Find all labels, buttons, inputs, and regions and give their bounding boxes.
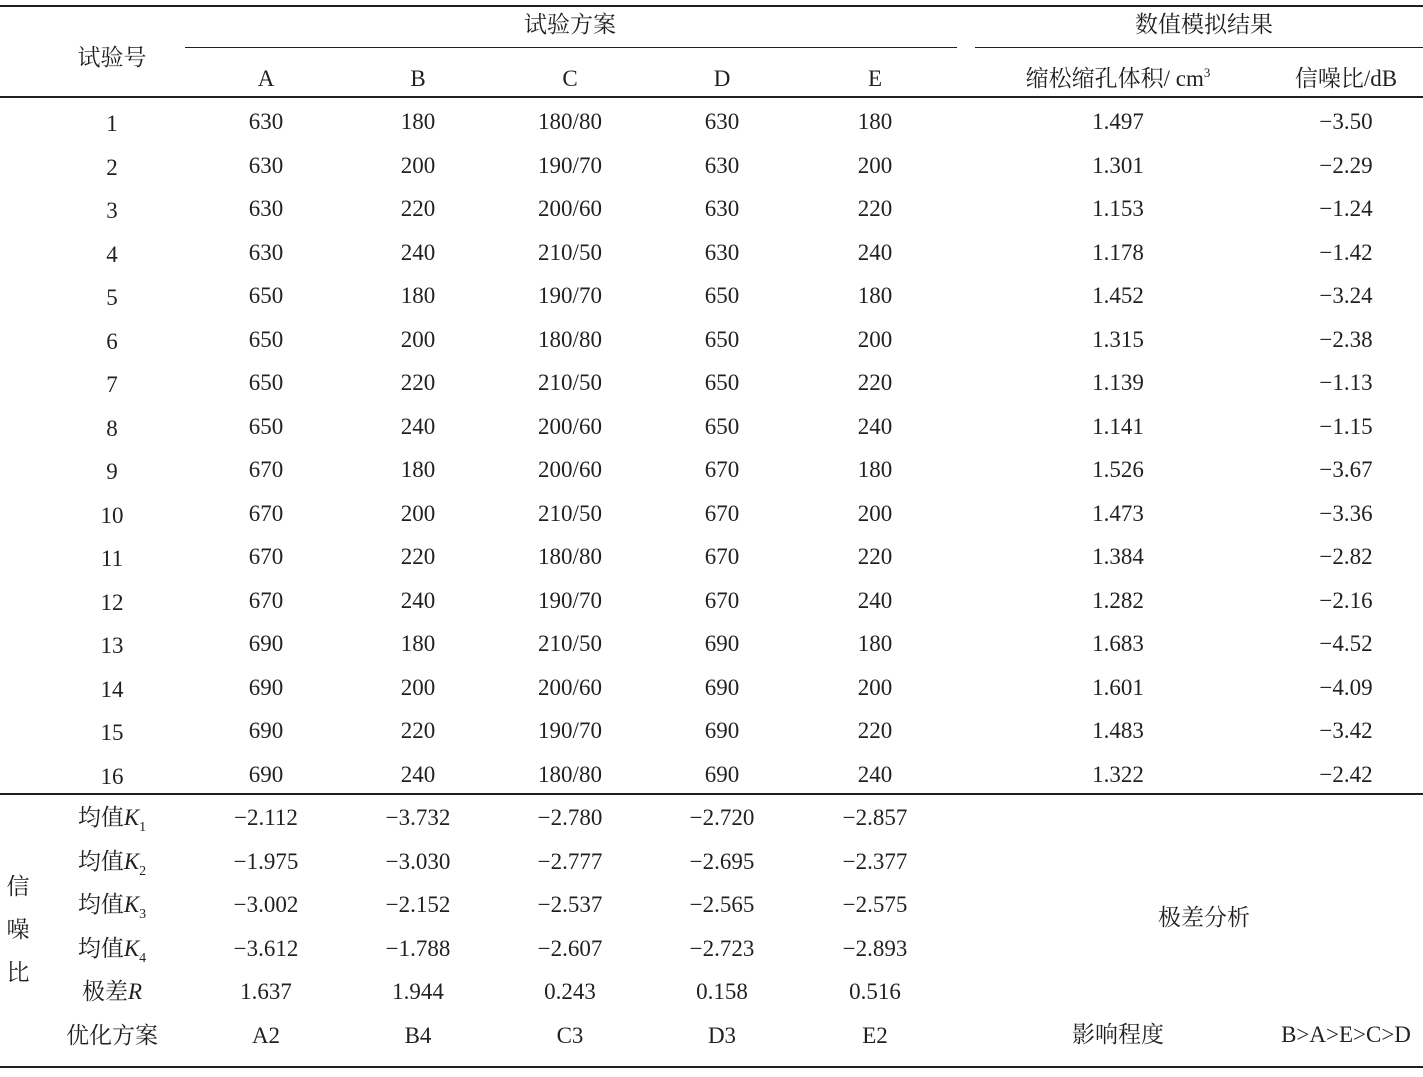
stats-cell: −3.612 [233,935,299,961]
stats-label-sub: 1 [139,820,147,835]
cell-volume: 1.452 [1092,283,1144,308]
stats-label-var: R [127,979,143,1005]
cell-trial-no: 13 [100,633,124,658]
stats-cell: −2.112 [234,805,298,830]
cell-e: 200 [857,326,893,352]
cell-b: 180 [400,109,436,134]
cell-b: 240 [400,239,436,265]
cell-e: 240 [857,413,893,439]
cell-d: 630 [704,196,740,221]
cell-b: 180 [400,631,436,656]
stats-cell: −2.723 [689,935,755,961]
cell-trial-no: 5 [106,285,118,310]
cell-b: 200 [400,152,436,178]
stats-cell: −2.377 [842,848,908,874]
cell-volume: 1.384 [1092,544,1144,569]
cell-snr: −3.42 [1319,718,1373,743]
cell-e: 220 [857,718,893,743]
stats-row-label [78,892,146,922]
cell-volume: 1.473 [1092,500,1144,526]
influence-value: B>A>E>C>D [1281,1022,1411,1047]
stats-row-label [82,979,142,1005]
cell-a: 630 [248,109,284,134]
cell-volume: 1.141 [1092,413,1144,439]
cell-volume: 1.497 [1092,109,1144,134]
side-label-2: 噪 [6,917,30,942]
cell-c: 190/70 [538,587,602,613]
stats-cell: −2.777 [537,848,603,874]
cell-snr: −3.67 [1319,457,1373,482]
cell-trial-no: 2 [106,154,118,180]
stats-cell: 1.637 [240,979,292,1005]
cell-c: 180/80 [538,761,602,787]
stats-cell: −2.565 [689,892,755,918]
cell-e: 220 [857,544,893,569]
cell-volume: 1.301 [1092,152,1144,178]
header-factor-b: B [410,66,426,91]
cell-a: 690 [248,674,284,700]
stats-cell: −1.788 [385,935,451,961]
stats-cell: B4 [404,1023,432,1048]
cell-c: 210/50 [538,631,602,656]
cell-d: 670 [704,457,740,482]
cell-b: 240 [400,587,436,613]
cell-c: 210/50 [538,500,602,526]
cell-b: 180 [400,283,436,308]
cell-c: 190/70 [538,718,602,743]
cell-trial-no: 11 [100,546,124,571]
stats-cell: A2 [251,1023,281,1048]
cell-volume: 1.683 [1092,631,1144,656]
influence-label: 影响程度 [1072,1022,1164,1047]
cell-snr: −4.52 [1319,631,1373,656]
cell-c: 210/50 [538,239,602,265]
cell-d: 670 [704,544,740,569]
stats-cell: −1.975 [233,848,299,874]
stats-cell: −2.152 [385,892,451,918]
cell-c: 200/60 [538,674,602,700]
cell-e: 180 [857,457,893,482]
cell-b: 220 [400,196,436,221]
cell-trial-no: 6 [106,328,118,354]
cell-d: 630 [704,109,740,134]
header-sim-group: 数值模拟结果 [1135,12,1273,37]
cell-trial-no: 1 [106,111,118,136]
cell-e: 240 [857,239,893,265]
stats-row-label [78,936,146,966]
stats-cell: D3 [707,1023,737,1048]
cell-snr: −2.29 [1319,152,1373,178]
cell-c: 180/80 [538,326,602,352]
cell-a: 630 [248,239,284,265]
stats-label-sub: 2 [139,863,147,879]
header-volume-label: 缩松缩孔体积/ cm [1025,66,1204,91]
cell-d: 690 [704,674,740,700]
stats-cell: 0.516 [849,979,901,1005]
cell-snr: −1.13 [1319,370,1373,395]
cell-c: 210/50 [538,370,602,395]
cell-volume: 1.526 [1092,457,1144,482]
cell-c: 180/80 [538,544,602,569]
stats-label-var: K [123,848,140,874]
header-trial-no: 试验号 [77,45,147,70]
stats-cell: −2.857 [842,805,908,830]
cell-b: 220 [400,544,436,569]
cell-c: 200/60 [538,457,602,482]
cell-d: 650 [704,326,740,352]
stats-label-text: 均值 [77,848,124,874]
cell-a: 690 [248,631,284,656]
cell-volume: 1.322 [1092,761,1144,787]
stats-label-sub: 4 [139,950,147,966]
cell-snr: −1.15 [1319,413,1373,439]
cell-trial-no: 12 [100,589,124,615]
stats-label-var: K [123,892,140,918]
stats-cell: −3.030 [385,848,451,874]
cell-e: 180 [857,283,893,308]
cell-d: 630 [704,152,740,178]
cell-a: 650 [248,326,284,352]
header-scheme-group: 试验方案 [524,12,616,37]
stats-row-label [66,1023,158,1049]
stats-cell: E2 [862,1023,888,1048]
stats-label-text: 优化方案 [66,1023,158,1048]
cell-volume: 1.178 [1092,239,1144,265]
stats-label-sub: 3 [139,907,147,923]
header-factor-c: C [562,66,578,91]
cell-a: 650 [248,413,284,439]
cell-d: 690 [704,631,740,656]
stats-label-var: K [123,805,140,830]
cell-e: 200 [857,152,893,178]
stats-cell: 1.944 [392,979,444,1005]
header-snr: 信噪比/dB [1294,66,1398,91]
cell-e: 220 [857,196,893,221]
cell-a: 630 [248,152,284,178]
cell-c: 190/70 [538,283,602,308]
stats-cell: 0.158 [696,979,748,1005]
cell-volume: 1.601 [1092,674,1144,700]
stats-cell: −2.780 [537,805,603,830]
cell-trial-no: 3 [106,198,118,223]
cell-e: 200 [857,674,893,700]
cell-d: 670 [704,587,740,613]
cell-d: 690 [704,718,740,743]
side-label-3: 比 [6,960,30,985]
cell-b: 200 [400,326,436,352]
cell-snr: −1.24 [1319,196,1373,221]
cell-snr: −3.50 [1319,109,1373,134]
stats-label-text: 极差 [81,979,128,1005]
cell-d: 690 [704,761,740,787]
cell-trial-no: 8 [106,415,118,441]
header-volume-sup: 3 [1203,65,1211,80]
cell-snr: −2.42 [1319,761,1373,787]
cell-trial-no: 9 [106,459,118,484]
cell-d: 650 [704,413,740,439]
header-factor-a: A [257,66,275,91]
cell-snr: −4.09 [1319,674,1373,700]
cell-d: 670 [704,500,740,526]
cell-b: 220 [400,370,436,395]
cell-e: 240 [857,587,893,613]
cell-b: 240 [400,761,436,787]
cell-a: 650 [248,283,284,308]
stats-cell: C3 [556,1023,584,1048]
stats-row-label [78,805,146,835]
cell-c: 180/80 [538,109,602,134]
cell-a: 670 [248,587,284,613]
cell-d: 650 [704,283,740,308]
cell-trial-no: 15 [100,720,124,745]
cell-c: 190/70 [538,152,602,178]
cell-e: 220 [857,370,893,395]
stats-cell: 0.243 [544,979,596,1005]
cell-volume: 1.282 [1092,587,1144,613]
stats-cell: −2.607 [537,935,603,961]
cell-trial-no: 4 [106,241,118,267]
cell-d: 650 [704,370,740,395]
stats-cell: −3.002 [233,892,299,918]
cell-trial-no: 14 [100,676,124,702]
cell-a: 670 [248,544,284,569]
cell-a: 650 [248,370,284,395]
cell-volume: 1.153 [1092,196,1144,221]
cell-e: 180 [857,631,893,656]
cell-snr: −1.42 [1319,239,1373,265]
stats-cell: −2.575 [842,892,908,918]
cell-snr: −2.16 [1319,587,1373,613]
stats-cell: −3.732 [385,805,451,830]
cell-b: 200 [400,674,436,700]
cell-a: 670 [248,457,284,482]
header-factor-d: D [713,66,731,91]
cell-e: 240 [857,761,893,787]
cell-trial-no: 16 [100,763,124,789]
header-factor-e: E [867,66,883,91]
stats-label-text: 均值 [77,805,124,830]
cell-b: 180 [400,457,436,482]
stats-label-var: K [123,935,140,961]
cell-snr: −3.36 [1319,500,1373,526]
cell-trial-no: 7 [106,372,118,397]
cell-e: 200 [857,500,893,526]
cell-d: 630 [704,239,740,265]
stats-cell: −2.893 [842,935,908,961]
cell-b: 200 [400,500,436,526]
cell-volume: 1.483 [1092,718,1144,743]
cell-a: 630 [248,196,284,221]
stats-cell: −2.695 [689,848,755,874]
stats-cell: −2.537 [537,892,603,918]
cell-volume: 1.315 [1092,326,1144,352]
cell-a: 670 [248,500,284,526]
cell-a: 690 [248,761,284,787]
stats-row-label [78,849,146,879]
cell-b: 240 [400,413,436,439]
cell-trial-no: 10 [100,502,124,528]
cell-snr: −2.38 [1319,326,1373,352]
cell-snr: −2.82 [1319,544,1373,569]
stats-label-text: 均值 [77,892,124,918]
cell-c: 200/60 [538,413,602,439]
cell-b: 220 [400,718,436,743]
side-label-1: 信 [6,874,30,899]
stats-cell: −2.720 [689,805,755,830]
cell-a: 690 [248,718,284,743]
range-analysis-label: 极差分析 [1158,905,1250,930]
cell-snr: −3.24 [1319,283,1373,308]
cell-c: 200/60 [538,196,602,221]
cell-volume: 1.139 [1092,370,1144,395]
stats-label-text: 均值 [77,935,124,961]
cell-e: 180 [857,109,893,134]
